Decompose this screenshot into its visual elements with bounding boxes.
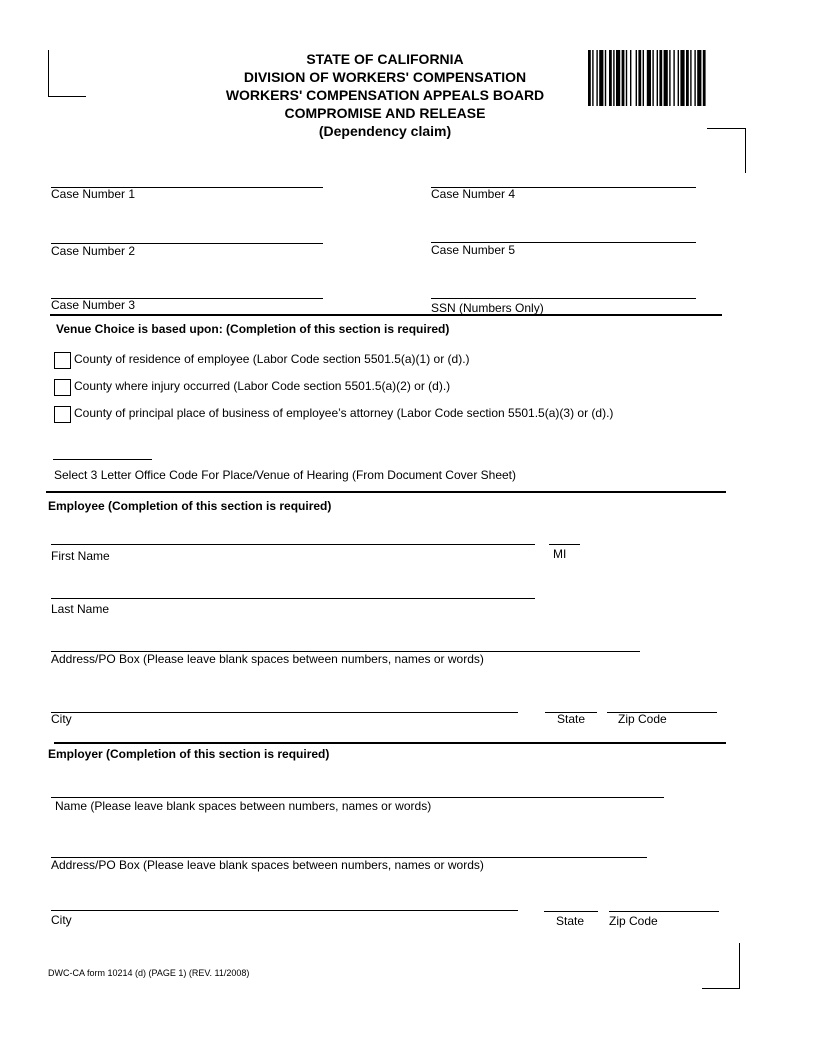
ssn-label: SSN (Numbers Only) [431,301,544,315]
case-number-4-label: Case Number 4 [431,187,516,201]
barcode-bar [596,50,597,106]
barcode-bar [652,50,653,106]
employer-zip-field[interactable] [609,911,719,912]
barcode-bar [680,50,684,106]
barcode-bar [592,50,593,106]
employer-zip-label: Zip Code [609,914,658,928]
corner-mark-bottom-right [739,943,740,988]
barcode-bar [609,50,612,106]
employer-state-label: State [556,914,585,928]
employee-city-label: City [51,712,72,726]
employer-name-label: Name (Please leave blank spaces between numbers, names or words) [55,799,432,813]
venue-heading: Venue Choice is based upon: (Completion of this section is required) [56,322,450,336]
header-form-subtitle: (Dependency claim) [318,123,452,139]
barcode-bar [686,50,689,106]
venue-residence-checkbox[interactable] [54,352,71,369]
section-divider-employer [54,742,726,744]
barcode-bar [697,50,701,106]
ssn-field[interactable] [431,298,696,299]
barcode-bar [703,50,706,106]
barcode-bar [669,50,670,106]
header-state: STATE OF CALIFORNIA [306,51,464,67]
employee-mi-label: MI [553,547,567,561]
venue-residence-label: County of residence of employee (Labor Code section 5501.5(a)(1) or (d).) [74,352,470,366]
employer-city-field[interactable] [51,910,518,911]
employee-first-name-label: First Name [51,549,110,563]
barcode [588,50,745,106]
venue-attorney-label: County of principal place of business of employee’s attorney (Labor Code section 5501.5(a)(3) or (d).) [74,406,614,420]
employee-state-label: State [557,712,586,726]
employee-city-field[interactable] [51,712,518,713]
barcode-bar [622,50,625,106]
barcode-bar [636,50,637,106]
section-divider-employee [46,491,726,493]
barcode-bar [657,50,658,106]
office-code-label: Select 3 Letter Office Code For Place/Venue of Hearing (From Document Cover Sheet) [54,468,516,482]
corner-mark-top-left [48,96,86,97]
venue-injury-checkbox[interactable] [54,379,71,396]
barcode-bar [678,50,679,106]
employee-address-label: Address/PO Box (Please leave blank spaces between numbers, names or words) [51,652,484,666]
employee-mi-field[interactable] [549,544,580,545]
header-form-title: COMPROMISE AND RELEASE [284,105,486,121]
barcode-bar [673,50,674,106]
employer-name-field[interactable] [51,797,664,798]
employee-first-name-field[interactable] [51,544,535,545]
barcode-bar [613,50,614,106]
header-division: DIVISION OF WORKERS' COMPENSATION [243,69,527,85]
employee-last-name-label: Last Name [51,602,110,616]
barcode-bar [690,50,691,106]
barcode-bar [616,50,620,106]
corner-mark-top-right [707,128,745,129]
employer-city-label: City [51,913,72,927]
office-code-field[interactable] [53,459,152,460]
employer-state-field[interactable] [544,911,598,912]
case-number-2-label: Case Number 2 [51,244,136,258]
venue-injury-label: County where injury occurred (Labor Code section 5501.5(a)(2) or (d).) [74,379,451,393]
barcode-bar [599,50,603,106]
venue-attorney-checkbox[interactable] [54,406,71,423]
employee-heading: Employee (Completion of this section is required) [48,499,332,513]
employee-last-name-field[interactable] [51,598,535,599]
barcode-bar [694,50,695,106]
barcode-bar [588,50,591,106]
form-id-footer: DWC-CA form 10214 (d) (PAGE 1) (REV. 11/2008) [48,968,250,978]
employee-zip-label: Zip Code [618,712,667,726]
barcode-bar [647,50,651,106]
corner-mark-top-left [48,50,49,96]
employer-heading: Employer (Completion of this section is required) [48,747,330,761]
barcode-bar [605,50,606,106]
case-number-5-label: Case Number 5 [431,243,516,257]
barcode-bar [664,50,668,106]
barcode-bar [626,50,627,106]
employer-address-label: Address/PO Box (Please leave blank spaces between numbers, names or words) [51,858,484,872]
case-number-3-label: Case Number 3 [51,298,136,312]
corner-mark-bottom-right [702,988,740,989]
barcode-bar [638,50,641,106]
case-number-1-label: Case Number 1 [51,187,136,201]
barcode-bar [643,50,644,106]
section-divider-venue [50,314,722,316]
barcode-bar [630,50,631,106]
header-board: WORKERS' COMPENSATION APPEALS BOARD [225,87,545,103]
corner-mark-top-right [745,128,746,173]
barcode-bar [659,50,662,106]
